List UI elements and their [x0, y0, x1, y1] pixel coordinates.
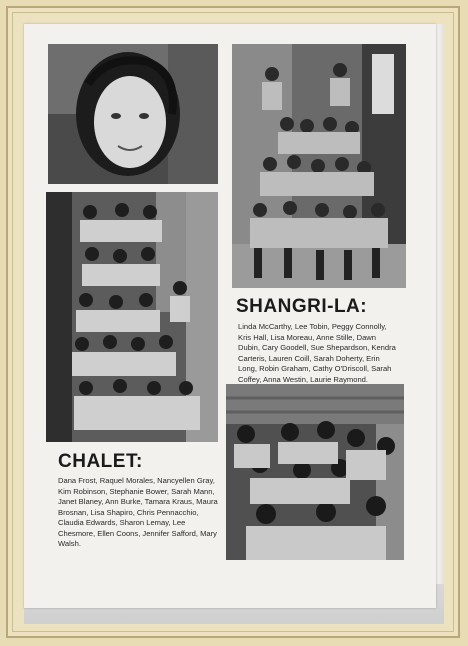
chalet-heading: CHALET: — [58, 451, 143, 472]
chalet-group-photo — [46, 192, 218, 442]
yearbook-page — [24, 24, 436, 608]
shangri-la-names: Linda McCarthy, Lee Tobin, Peggy Connolly, Kris Hall, Lisa Moreau, Anne Stille, Dawn Dubin, Cary Goodell, Sue Shepardson, Kendra Carteris, Lauren Coill, Sarah Doherty, Erin Long, Robin Graham, Cathy O'Driscoll, Sarah Coffey, Anna Westin, Laurie Raymond. — [238, 322, 396, 384]
chalet-names: Dana Frost, Raquel Morales, Nancyellen Gray, Kim Robinson, Stephanie Bower, Sarah Mann, Janet Blaney, Ann Burke, Tamara Kraus, Maura Brosnan, Lisa Shapiro, Chris Pennacchio, Claudia Edwards, Sharon Lemay, Lee Chesmore, Ellen Coons, Jennifer Safford, Mary Walsh. — [58, 476, 218, 548]
shangri-la-heading: SHANGRI-LA: — [236, 296, 368, 317]
cabin-group-photo — [226, 384, 404, 560]
shangri-la-group-photo — [232, 44, 406, 288]
portrait-photo — [48, 44, 218, 184]
